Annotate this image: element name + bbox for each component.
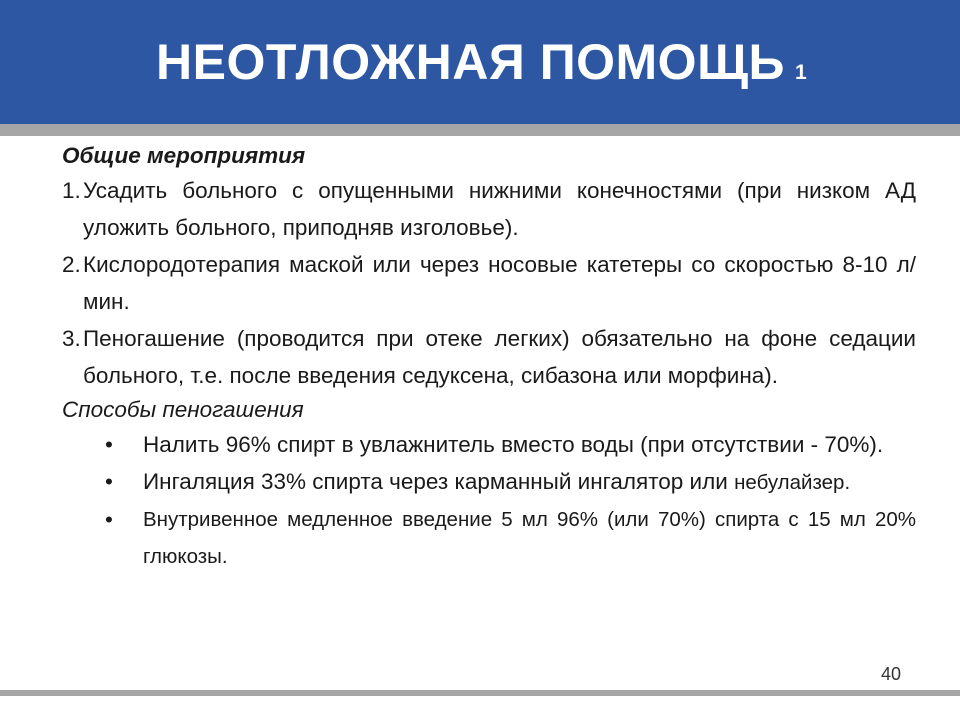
defoaming-methods-list <box>62 426 916 575</box>
page-number: 40 <box>881 664 902 684</box>
list-item-text-tail: небулайзер. <box>734 471 851 494</box>
list-item <box>62 426 916 463</box>
bullet-icon: • <box>105 507 113 532</box>
list-marker: 3. <box>62 326 81 351</box>
list-item-text: Кислородотерапия маской или через носовые катетеры со скоростью 8-10 л/мин. <box>83 252 916 314</box>
list-marker: 1. <box>62 178 81 203</box>
title-bar <box>0 0 960 124</box>
list-item-text <box>143 463 916 501</box>
list-item-text: Налить 96% спирт в увлажнитель вместо воды (при отсутствии - 70%). <box>143 432 884 457</box>
list-item-text-main: Ингаляция 33% спирта через карманный ингалятор или <box>143 469 728 494</box>
footer-divider <box>0 690 960 696</box>
list-item <box>62 463 916 501</box>
list-item-text: Внутривенное медленное введение 5 мл 96% (или 70%) спирта с 15 мл 20% глюкозы. <box>143 508 916 568</box>
list-item-text: Пеногашение (проводится при отеке легких) обязательно на фоне седации больного, т.е. после введения седуксена, сибазона или морфина). <box>83 326 916 388</box>
bullet-icon: • <box>105 432 113 457</box>
list-item-text: Усадить больного с опущенными нижними конечностями (при низком АД уложить больного, приподняв изголовье). <box>83 178 916 240</box>
slide-title-number: 1 <box>794 61 808 84</box>
section-heading-defoaming-methods: Способы пеногашения <box>62 397 304 422</box>
slide-title <box>156 30 807 105</box>
list-item <box>62 320 916 394</box>
general-measures-list <box>62 172 916 394</box>
list-item <box>62 501 916 575</box>
slide-body <box>62 140 916 575</box>
list-item <box>62 172 916 246</box>
header-divider <box>0 124 960 136</box>
list-marker: 2. <box>62 252 81 277</box>
slide-title-text: НЕОТЛОЖНАЯ ПОМОЩЬ <box>156 34 785 90</box>
list-item <box>62 246 916 320</box>
section-heading-general-measures: Общие мероприятия <box>62 143 306 168</box>
bullet-icon: • <box>105 469 113 494</box>
